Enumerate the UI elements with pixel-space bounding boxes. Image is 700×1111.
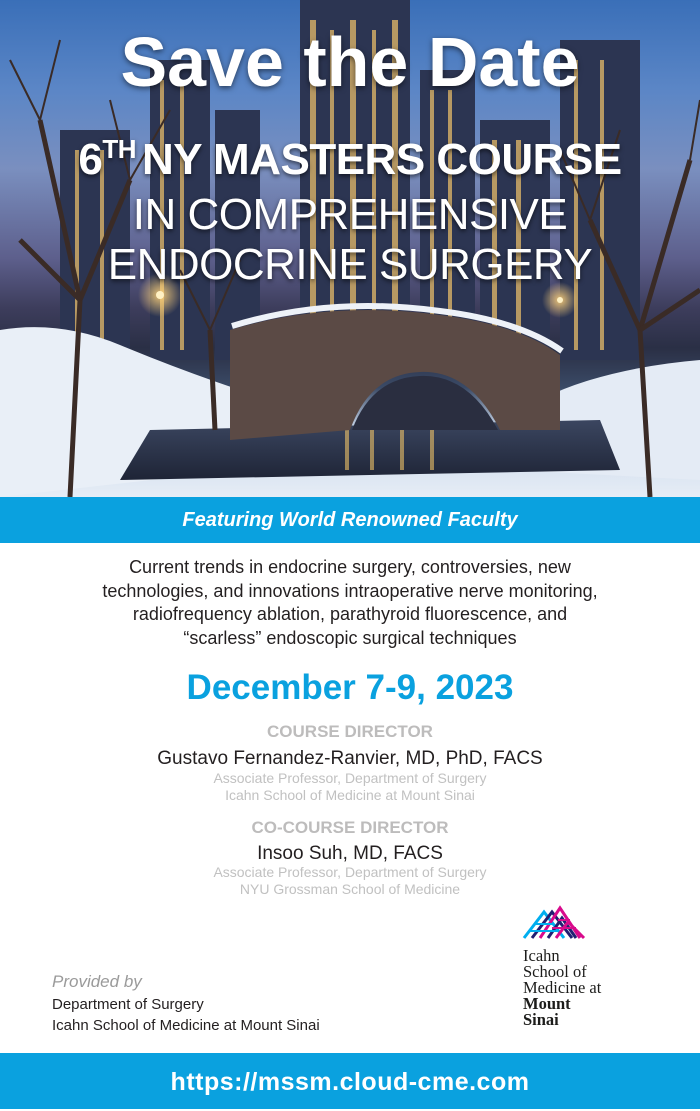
logo-line: Icahn xyxy=(523,946,560,965)
course-director-name: Gustavo Fernandez-Ranvier, MD, PhD, FACS xyxy=(157,748,543,769)
headline: Save the Date xyxy=(120,23,580,101)
provided-by-label: Provided by xyxy=(52,972,142,991)
course-description xyxy=(60,556,640,650)
logo-line: Mount xyxy=(523,994,571,1013)
registration-url-link[interactable]: https://mssm.cloud-cme.com xyxy=(0,1053,700,1109)
description-line: radiofrequency ablation, parathyroid fluorescence, and xyxy=(132,604,568,624)
description-line: Current trends in endocrine surgery, controversies, new xyxy=(129,557,571,577)
co-course-director-title: Associate Professor, Department of Surgery xyxy=(213,864,487,880)
course-title-rest: NY MASTERS COURSE xyxy=(142,135,622,184)
description-line: technologies, and innovations intraoperative nerve monitoring, xyxy=(102,580,598,601)
provider-institution: Icahn School of Medicine at Mount Sinai xyxy=(52,1017,320,1034)
mount-sinai-logo-icon xyxy=(522,898,588,942)
course-director-label: COURSE DIRECTOR xyxy=(267,722,433,741)
faculty-banner: Featuring World Renowned Faculty xyxy=(0,497,700,543)
course-title-line-2: IN COMPREHENSIVE xyxy=(132,190,568,239)
logo-line: School of xyxy=(523,962,587,981)
mount-sinai-logo-wordmark xyxy=(523,948,663,1028)
course-director-title: Associate Professor, Department of Surgery xyxy=(213,770,487,786)
provider-department: Department of Surgery xyxy=(52,996,204,1013)
course-title-line-1 xyxy=(0,134,700,185)
course-number-suffix: TH xyxy=(102,134,136,164)
co-course-director-label: CO-COURSE DIRECTOR xyxy=(251,818,449,837)
logo-line: Sinai xyxy=(523,1010,559,1029)
co-course-director-institution: NYU Grossman School of Medicine xyxy=(239,881,461,897)
event-dates: December 7-9, 2023 xyxy=(186,668,514,707)
course-title-line-3: ENDOCRINE SURGERY xyxy=(107,240,593,289)
co-course-director-name: Insoo Suh, MD, FACS xyxy=(257,843,443,864)
hero-photo xyxy=(0,0,700,497)
description-line: “scarless” endoscopic surgical techniques xyxy=(183,627,517,648)
course-number: 6 xyxy=(78,135,103,184)
logo-line: Medicine at xyxy=(523,978,602,997)
course-director-institution: Icahn School of Medicine at Mount Sinai xyxy=(225,787,475,803)
